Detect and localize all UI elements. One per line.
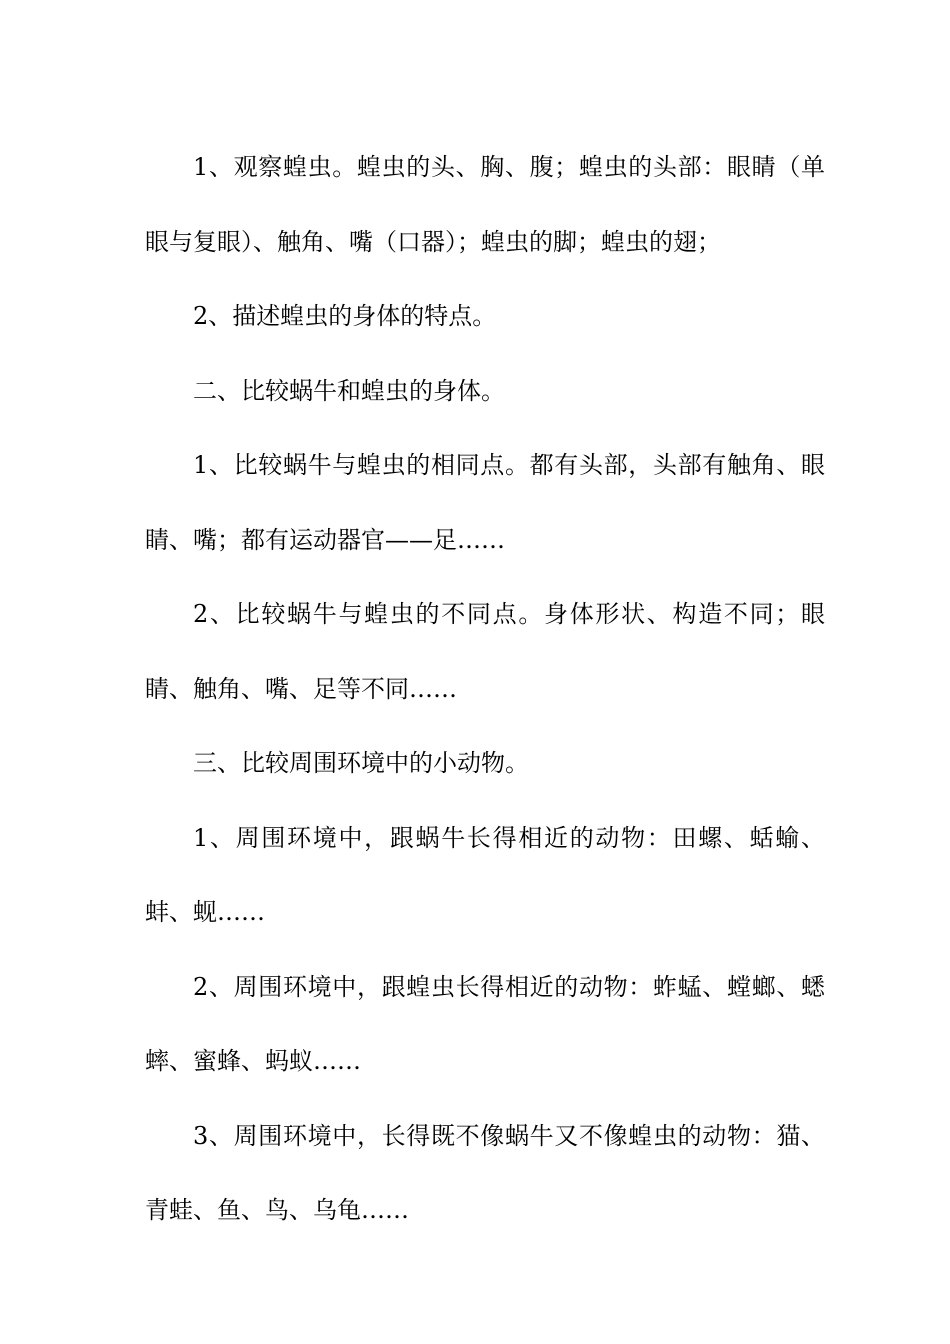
paragraph-similarities: 1、比较蜗牛与蝗虫的相同点。都有头部，头部有触角、眼睛、嘴；都有运动器官——足…… — [145, 451, 825, 554]
paragraph-locust-like-animals: 2、周围环境中，跟蝗虫长得相近的动物：蚱蜢、螳螂、蟋蟀、蜜蜂、蚂蚁…… — [145, 972, 825, 1075]
section-heading-compare-surrounding-animals: 三、比较周围环境中的小动物。 — [193, 749, 529, 777]
document-body — [145, 130, 825, 1248]
paragraph-describe-locust: 2、描述蝗虫的身体的特点。 — [193, 302, 497, 330]
paragraph-differences: 2、比较蜗牛与蝗虫的不同点。身体形状、构造不同；眼睛、触角、嘴、足等不同…… — [145, 600, 825, 703]
section-heading-compare-snail-locust: 二、比较蜗牛和蝗虫的身体。 — [193, 376, 505, 405]
paragraph-snail-like-animals: 1、周围环境中，跟蜗牛长得相近的动物：田螺、蛞蝓、蚌、蚬…… — [145, 823, 825, 926]
paragraph-other-animals: 3、周围环境中，长得既不像蜗牛又不像蝗虫的动物：猫、青蛙、鱼、鸟、乌龟…… — [145, 1121, 825, 1224]
paragraph-observe-locust: 1、观察蝗虫。蝗虫的头、胸、腹；蝗虫的头部：眼睛（单眼与复眼）、触角、嘴（口器）；蝗虫的脚；蝗虫的翅； — [145, 153, 825, 256]
